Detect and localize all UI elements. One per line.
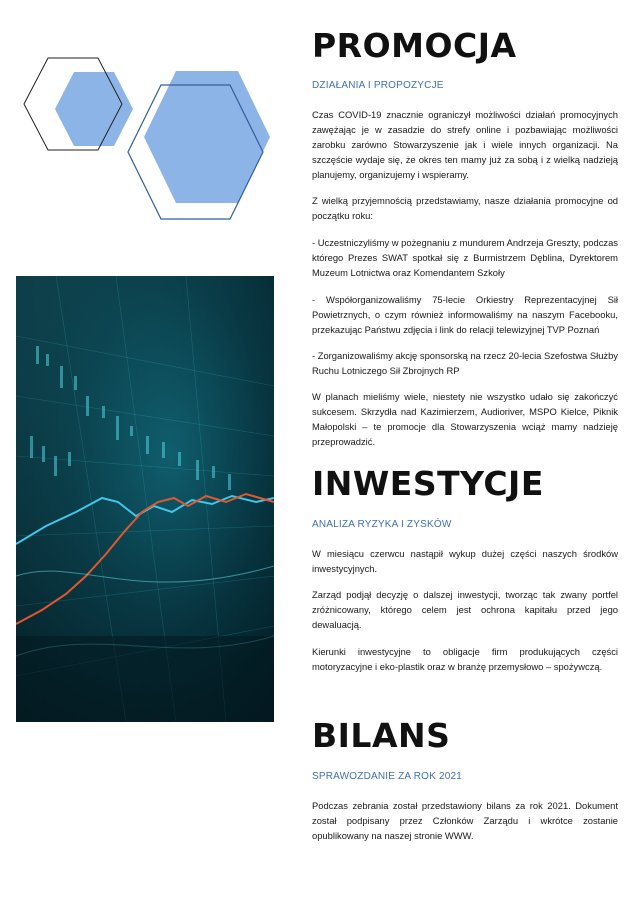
bilans-subtitle: SPRAWOZDANIE ZA ROK 2021 <box>312 771 463 782</box>
bilans-title: BILANS <box>312 716 451 755</box>
promocja-title: PROMOCJA <box>312 26 517 65</box>
promocja-paragraph-2: Z wielką przyjemnością przedstawiamy, nasze działania promocyjne od początku roku: <box>312 195 618 221</box>
hexagon-filled-large <box>144 71 270 203</box>
hexagon-filled-small <box>55 72 133 146</box>
inwestycje-paragraph-3: Kierunki inwestycyjne to obligacje firm produkujących części motoryzacyjne i eko-plastik oraz w branżę przemysłowo – spożywczą. <box>312 646 618 672</box>
promocja-paragraph-1: Czas COVID-19 znacznie ograniczył możliwości działań promocyjnych zawężając je w zasadzie do strefy online i pozbawiając możliwości zarobku zarówno Stowarzyszenie jak i wiele innych organizacji. Na szczęście wydaje się, że okres ten mamy już za sobą i z wielką nadzieją planujemy, organizujemy i wspieramy. <box>312 109 618 180</box>
promocja-subtitle: DZIAŁANIA I PROPOZYCJE <box>312 80 444 91</box>
promocja-bullet-2: - Współorganizowaliśmy 75-lecie Orkiestry Reprezentacyjnej Sił Powietrznych, o czym również informowaliśmy na naszym Facebooku, przekazując Państwu zdjęcia i link do relacji telewizyjnej TVP Poznań <box>312 294 618 335</box>
inwestycje-subtitle: ANALIZA RYZYKA I ZYSKÓW <box>312 519 452 530</box>
financial-chart-photo <box>16 276 274 722</box>
promocja-paragraph-3: W planach mieliśmy wiele, niestety nie wszystko udało się zakończyć sukcesem. Skrzydła nad Kazimierzem, Audioriver, MSPO Kielce, Piknik Małopolski – te promocje dla Stowarzyszenia wciąż mamy nadzieję przeprowadzić. <box>312 391 618 447</box>
promocja-bullet-3: - Zorganizowaliśmy akcję sponsorską na rzecz 20-lecia Szefostwa Służby Ruchu Lotniczego Sił Zbrojnych RP <box>312 350 618 376</box>
hexagon-decoration <box>0 0 300 240</box>
inwestycje-title: INWESTYCJE <box>312 464 544 503</box>
promocja-bullet-1: - Uczestniczyliśmy w pożegnaniu z mundurem Andrzeja Greszty, podczas którego Prezes SWAT spotkał się z Burmistrzem Dęblina, Dyrektorem Muzeum Lotnictwa oraz Komendantem Szkoły <box>312 237 618 278</box>
inwestycje-paragraph-2: Zarząd podjął decyzję o dalszej inwestycji, tworząc tak zwany portfel zróżnicowany, którego celem jest ochrona kapitału przed jego dewaluacją. <box>312 589 618 630</box>
inwestycje-paragraph-1: W miesiącu czerwcu nastąpił wykup dużej części naszych środków inwestycyjnych. <box>312 548 618 574</box>
bilans-paragraph-1: Podczas zebrania został przedstawiony bilans za rok 2021. Dokument został podpisany przez Członków Zarządu i wkrótce zostanie opublikowany na naszej stronie WWW. <box>312 800 618 841</box>
